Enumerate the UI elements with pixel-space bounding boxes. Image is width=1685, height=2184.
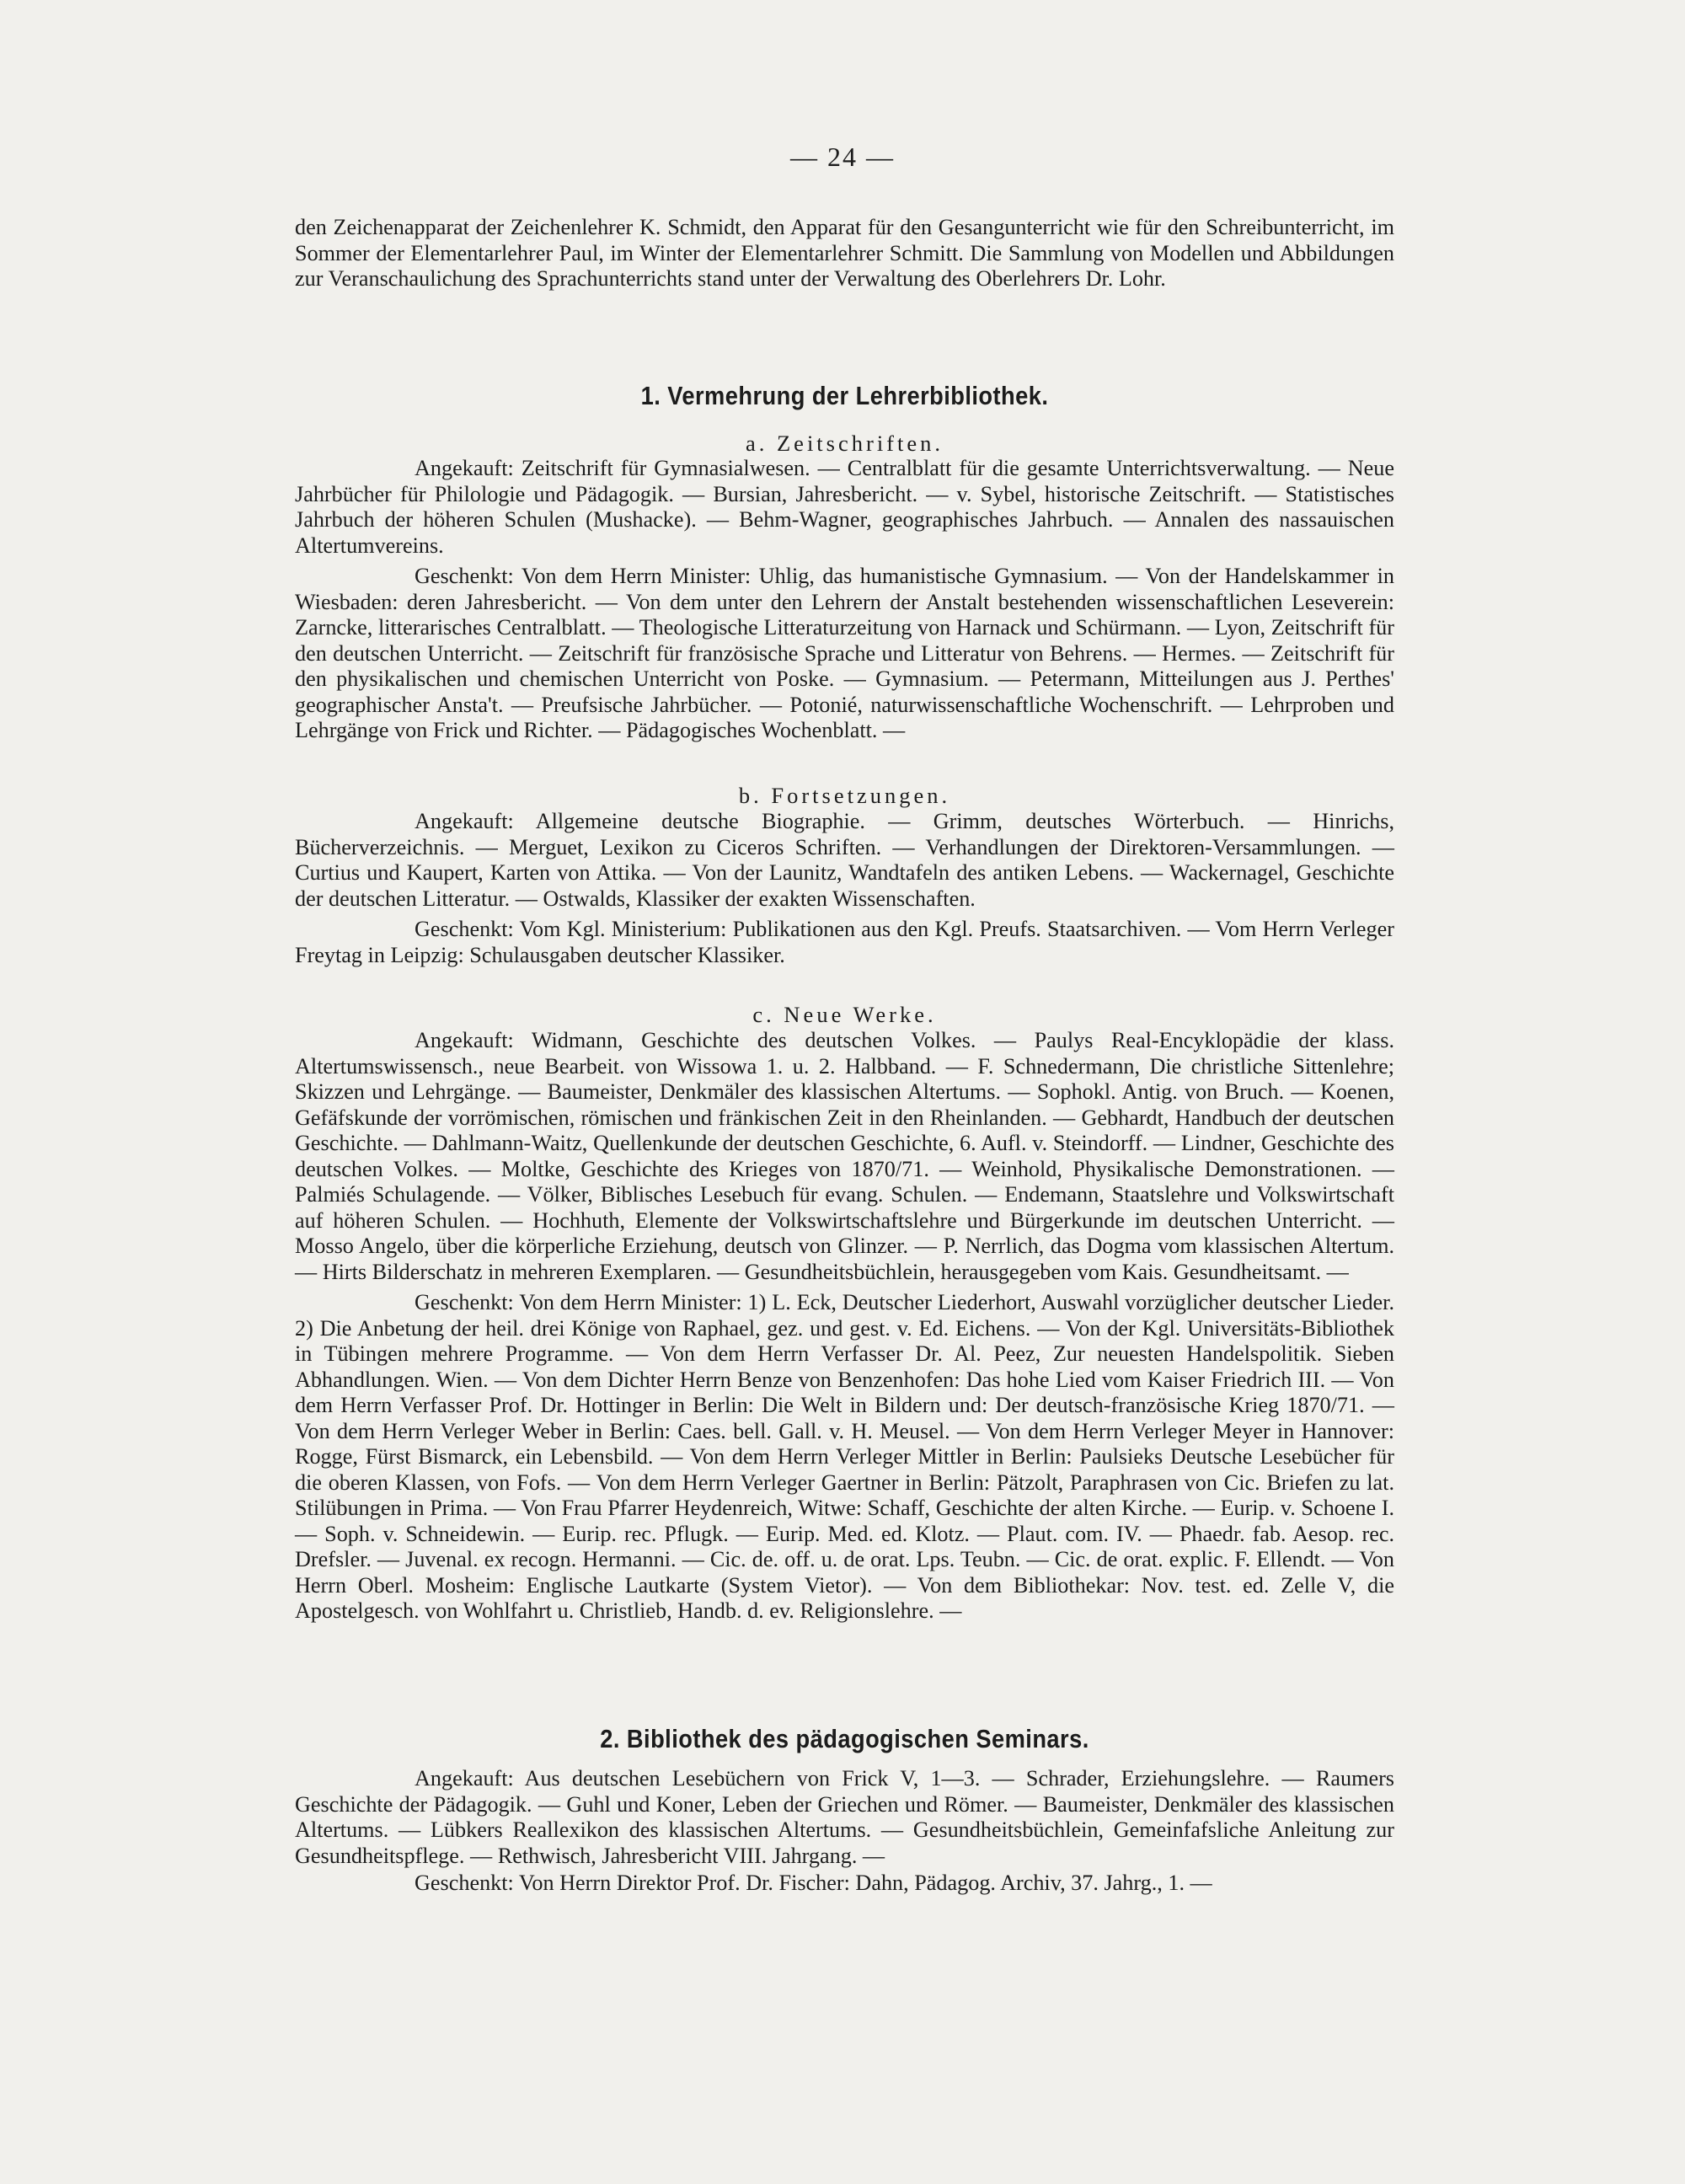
section-1-heading: 1. Vermehrung der Lehrerbibliothek. [640, 381, 1049, 410]
subsection-b-body [295, 809, 1394, 968]
c-geschenkt-paragraph: Geschenkt: Von dem Herrn Minister: 1) L. Eck, Deutscher Liederhort, Auswahl vorzüglicher deutscher Lieder. 2) Die Anbetung der heil. drei Könige von Raphael, gez. und gest. v. Ed. Eichens. — Von der Kgl. Universitäts-Bibliothek in Tübingen mehrere Programme. — Von dem Herrn Verfasser Dr. Al. Peez, Zur neuesten Handelspolitik. Sieben Abhandlungen. Wien. — Von dem Dichter Herrn Benze von Benzenhofen: Das hohe Lied vom Kaiser Friedrich III. — Von dem Herrn Verfasser Prof. Dr. Hottinger in Berlin: Die Welt in Bildern und: Der deutsch-französische Krieg 1870/71. — Von dem Herrn Verleger Weber in Berlin: Caes. bell. Gall. v. H. Meusel. — Von dem Herrn Verleger Meyer in Hannover: Rogge, Fürst Bismarck, ein Lebensbild. — Von dem Herrn Verleger Mittler in Berlin: Paulsieks Deutsche Lesebücher für die oberen Klassen, von Fofs. — Von dem Herrn Verleger Gaertner in Berlin: Pätzolt, Paraphrasen von Cic. Briefen zu lat. Stilübungen in Prima. — Von Frau Pfarrer Heydenreich, Witwe: Schaff, Geschichte der alten Kirche. — Eurip. v. Schoene I. — Soph. v. Schneidewin. — Eurip. rec. Pflugk. — Eurip. Med. ed. Klotz. — Plaut. com. IV. — Phaedr. fab. Aesop. rec. Drefsler. — Juvenal. ex recogn. Hermanni. — Cic. de. off. u. de orat. Lps. Teubn. — Cic. de orat. explic. F. Ellendt. — Von Herrn Oberl. Mosheim: Englische Lautkarte (System Vietor). — Von dem Bibliothekar: Nov. test. ed. Zelle V, die Apostelgesch. von Wohlfahrt u. Christlieb, Handb. d. ev. Religionslehre. — [295, 1290, 1394, 1623]
b-geschenkt-paragraph: Geschenkt: Vom Kgl. Ministerium: Publikationen aus den Kgl. Preufs. Staatsarchiven. — Vom Herrn Verleger Freytag in Leipzig: Schulausgaben deutscher Klassiker. [295, 917, 1394, 967]
s2-geschenkt-paragraph: Geschenkt: Von Herrn Direktor Prof. Dr. Fischer: Dahn, Pädagog. Archiv, 37. Jahrg., 1. — [415, 1871, 1212, 1895]
subsection-a-body [295, 456, 1394, 744]
c-angekauft-paragraph: Angekauft: Widmann, Geschichte des deutschen Volkes. — Paulys Real-Encyklopädie der klass. Altertumswissensch., neue Bearbeit. von Wissowa 1. u. 2. Halbband. — F. Schnedermann, Die christliche Sittenlehre; Skizzen und Lehrgänge. — Baumeister, Denkmäler des klassischen Altertums. — Sophokl. Antig. von Bruch. — Koenen, Gefäfskunde der vorrömischen, römischen und fränkischen Zeit in den Rheinlanden. — Gebhardt, Handbuch der deutschen Geschichte. — Dahlmann-Waitz, Quellenkunde der deutschen Geschichte, 6. Aufl. v. Steindorff. — Lindner, Geschichte des deutschen Volkes. — Moltke, Geschichte des Krieges von 1870/71. — Weinhold, Physikalische Demonstrationen. — Palmiés Schulagende. — Völker, Biblisches Lesebuch für evang. Schulen. — Endemann, Staatslehre und Volkswirtschaft auf höheren Schulen. — Hochhuth, Elemente der Volkswirtschaftslehre und Bürgerkunde im deutschen Unterricht. — Mosso Angelo, über die körperliche Erziehung, deutsch von Glinzer. — P. Nerrlich, das Dogma vom klassischen Altertum. — Hirts Bilderschatz in mehreren Exemplaren. — Gesundheitsbüchlein, herausgegeben vom Kais. Gesundheitsamt. — [295, 1028, 1394, 1284]
subsection-c-body [295, 1028, 1394, 1625]
intro-paragraph-block [295, 215, 1394, 292]
a-geschenkt-paragraph: Geschenkt: Von dem Herrn Minister: Uhlig, das humanistische Gymnasium. — Von der Handelskammer in Wiesbaden: deren Jahresbericht. — Von dem unter den Lehrern der Anstalt bestehenden wissenschaftlichen Leseverein: Zarncke, litterarisches Centralblatt. — Theologische Litteraturzeitung von Harnack und Schürmann. — Lyon, Zeitschrift für den deutschen Unterricht. — Zeitschrift für französische Sprache und Litteratur von Behrens. — Hermes. — Zeitschrift für den physikalischen und chemischen Unterricht von Poske. — Gymnasium. — Petermann, Mitteilungen aus J. Perthes' geographischer Ansta't. — Preufsische Jahrbücher. — Potonié, naturwissenschaftliche Wochenschrift. — Lehrproben und Lehrgänge von Frick und Richter. — Pädagogisches Wochenblatt. — [295, 564, 1394, 742]
intro-paragraph: den Zeichenapparat der Zeichenlehrer K. Schmidt, den Apparat für den Gesangunterricht wie für den Schreibunterricht, im Sommer der Elementarlehrer Paul, im Winter der Elementarlehrer Schmitt. Die Sammlung von Modellen und Abbildungen zur Veranschaulichung des Sprachunterrichts stand unter der Verwaltung des Oberlehrers Dr. Lohr. [295, 215, 1394, 291]
subsection-c-heading: c. Neue Werke. [752, 1002, 937, 1027]
section-2-body [295, 1766, 1394, 1897]
s2-angekauft-paragraph: Angekauft: Aus deutschen Lesebüchern von Frick V, 1—3. — Schrader, Erziehungslehre. — Raumers Geschichte der Pädagogik. — Guhl und Koner, Leben der Griechen und Römer. — Baumeister, Denkmäler des klassischen Altertums. — Lübkers Reallexikon des klassischen Altertums. — Gesundheitsbüchlein, Gemeinfafsliche Anleitung zur Gesundheitspflege. — Rethwisch, Jahresbericht VIII. Jahrgang. — [295, 1766, 1394, 1868]
section-2-heading: 2. Bibliothek des pädagogischen Seminars. [600, 1724, 1089, 1753]
subsection-b-heading: b. Fortsetzungen. [738, 783, 951, 808]
a-angekauft-paragraph: Angekauft: Zeitschrift für Gymnasialwesen. — Centralblatt für die gesamte Unterrichtsverwaltung. — Neue Jahrbücher für Philologie und Pädagogik. — Bursian, Jahresbericht. — v. Sybel, historische Zeitschrift. — Statistisches Jahrbuch der höheren Schulen (Mushacke). — Behm-Wagner, geographisches Jahrbuch. — Annalen des nassauischen Altertumvereins. [295, 456, 1394, 558]
page-number: — 24 — [790, 142, 895, 172]
b-angekauft-paragraph: Angekauft: Allgemeine deutsche Biographie. — Grimm, deutsches Wörterbuch. — Hinrichs, Bücherverzeichnis. — Merguet, Lexikon zu Ciceros Schriften. — Verhandlungen der Direktoren-Versammlungen. — Curtius und Kaupert, Karten von Attika. — Von der Launitz, Wandtafeln des antiken Lebens. — Wackernagel, Geschichte der deutschen Litteratur. — Ostwalds, Klassiker der exakten Wissenschaften. [295, 809, 1394, 911]
subsection-a-heading: a. Zeitschriften. [745, 431, 944, 456]
